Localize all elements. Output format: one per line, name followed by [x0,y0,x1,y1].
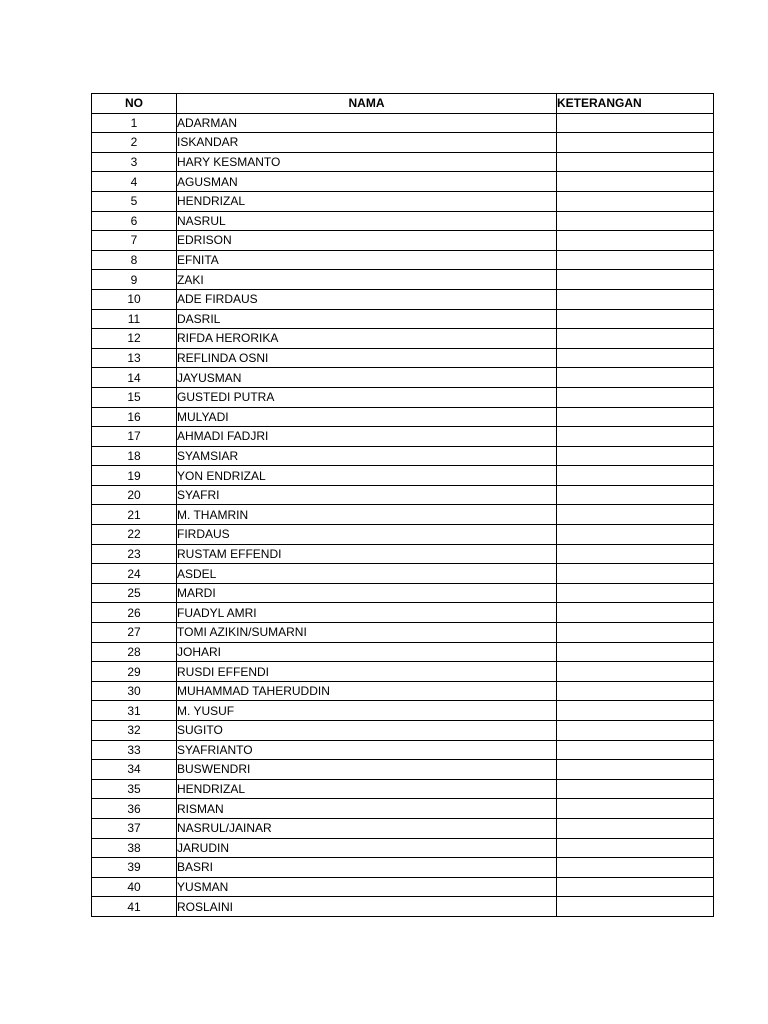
document-page [91,93,713,917]
row-number: 10 [92,289,177,309]
row-keterangan [557,250,714,270]
row-number: 18 [92,446,177,466]
row-number: 11 [92,309,177,329]
row-keterangan [557,897,714,917]
row-name: RUSTAM EFFENDI [177,544,557,564]
row-keterangan [557,642,714,662]
row-number: 31 [92,701,177,721]
row-keterangan [557,818,714,838]
row-keterangan [557,191,714,211]
row-name: HENDRIZAL [177,779,557,799]
row-number: 4 [92,172,177,192]
row-keterangan [557,407,714,427]
header-keterangan: KETERANGAN [557,94,714,114]
row-number: 6 [92,211,177,231]
row-name: DASRIL [177,309,557,329]
row-name: AHMADI FADJRI [177,427,557,447]
row-number: 30 [92,681,177,701]
row-name: MARDI [177,583,557,603]
row-keterangan [557,662,714,682]
row-number: 37 [92,818,177,838]
row-keterangan [557,329,714,349]
row-number: 7 [92,231,177,251]
row-number: 22 [92,525,177,545]
row-number: 23 [92,544,177,564]
row-number: 8 [92,250,177,270]
row-keterangan [557,838,714,858]
row-name: ADARMAN [177,113,557,133]
row-keterangan [557,348,714,368]
table-row [92,466,714,486]
row-number: 21 [92,505,177,525]
table-row [92,740,714,760]
row-keterangan [557,231,714,251]
row-name: ASDEL [177,564,557,584]
table-row [92,760,714,780]
row-keterangan [557,877,714,897]
table-row [92,544,714,564]
row-name: SYAFRIANTO [177,740,557,760]
row-number: 20 [92,485,177,505]
table-row [92,485,714,505]
row-number: 5 [92,191,177,211]
row-name: JOHARI [177,642,557,662]
row-keterangan [557,564,714,584]
row-number: 26 [92,603,177,623]
table-row [92,270,714,290]
row-number: 15 [92,387,177,407]
row-name: FUADYL AMRI [177,603,557,623]
row-keterangan [557,387,714,407]
row-name: NASRUL [177,211,557,231]
row-keterangan [557,133,714,153]
row-keterangan [557,544,714,564]
row-number: 35 [92,779,177,799]
row-keterangan [557,309,714,329]
row-number: 27 [92,623,177,643]
row-name: NASRUL/JAINAR [177,818,557,838]
row-keterangan [557,289,714,309]
row-keterangan [557,485,714,505]
row-keterangan [557,721,714,741]
table-row [92,838,714,858]
row-name: ISKANDAR [177,133,557,153]
table-row [92,191,714,211]
row-number: 1 [92,113,177,133]
table-row [92,407,714,427]
row-keterangan [557,368,714,388]
row-keterangan [557,779,714,799]
row-name: AGUSMAN [177,172,557,192]
row-name: YON ENDRIZAL [177,466,557,486]
row-name: ROSLAINI [177,897,557,917]
table-row [92,113,714,133]
row-name: RISMAN [177,799,557,819]
row-number: 39 [92,858,177,878]
row-number: 25 [92,583,177,603]
row-name: JARUDIN [177,838,557,858]
row-number: 14 [92,368,177,388]
row-name: HARY KESMANTO [177,152,557,172]
name-list-table [91,93,714,917]
row-name: MULYADI [177,407,557,427]
row-keterangan [557,701,714,721]
table-row [92,564,714,584]
row-keterangan [557,427,714,447]
table-row [92,329,714,349]
row-number: 33 [92,740,177,760]
row-number: 29 [92,662,177,682]
row-name: SYAMSIAR [177,446,557,466]
table-row [92,348,714,368]
row-number: 24 [92,564,177,584]
row-keterangan [557,525,714,545]
row-number: 19 [92,466,177,486]
table-header-row [92,94,714,114]
row-keterangan [557,583,714,603]
row-name: TOMI AZIKIN/SUMARNI [177,623,557,643]
table-row [92,721,714,741]
table-row [92,427,714,447]
row-name: M. THAMRIN [177,505,557,525]
row-name: BUSWENDRI [177,760,557,780]
row-name: M. YUSUF [177,701,557,721]
row-name: JAYUSMAN [177,368,557,388]
table-row [92,211,714,231]
row-name: RUSDI EFFENDI [177,662,557,682]
row-number: 34 [92,760,177,780]
row-number: 38 [92,838,177,858]
table-row [92,779,714,799]
table-row [92,818,714,838]
row-keterangan [557,211,714,231]
row-number: 17 [92,427,177,447]
row-name: REFLINDA OSNI [177,348,557,368]
row-name: ADE FIRDAUS [177,289,557,309]
row-keterangan [557,760,714,780]
table-row [92,133,714,153]
table-row [92,368,714,388]
table-row [92,309,714,329]
table-row [92,603,714,623]
table-body [92,113,714,916]
row-keterangan [557,172,714,192]
row-number: 28 [92,642,177,662]
table-row [92,681,714,701]
row-name: ZAKI [177,270,557,290]
row-keterangan [557,466,714,486]
table-row [92,642,714,662]
row-number: 13 [92,348,177,368]
row-keterangan [557,623,714,643]
table-row [92,250,714,270]
row-name: YUSMAN [177,877,557,897]
row-keterangan [557,740,714,760]
row-name: BASRI [177,858,557,878]
row-name: HENDRIZAL [177,191,557,211]
row-keterangan [557,446,714,466]
table-row [92,172,714,192]
row-name: EDRISON [177,231,557,251]
table-row [92,583,714,603]
row-keterangan [557,270,714,290]
table-row [92,231,714,251]
table-row [92,701,714,721]
row-number: 41 [92,897,177,917]
row-name: FIRDAUS [177,525,557,545]
row-name: RIFDA HERORIKA [177,329,557,349]
table-row [92,152,714,172]
table-row [92,799,714,819]
row-keterangan [557,799,714,819]
row-keterangan [557,603,714,623]
table-row [92,289,714,309]
row-name: SUGITO [177,721,557,741]
row-name: GUSTEDI PUTRA [177,387,557,407]
row-keterangan [557,113,714,133]
table-row [92,387,714,407]
row-keterangan [557,681,714,701]
row-number: 36 [92,799,177,819]
table-row [92,877,714,897]
row-number: 9 [92,270,177,290]
row-number: 32 [92,721,177,741]
row-name: SYAFRI [177,485,557,505]
row-keterangan [557,505,714,525]
row-keterangan [557,152,714,172]
table-row [92,505,714,525]
header-nama: NAMA [177,94,557,114]
row-name: MUHAMMAD TAHERUDDIN [177,681,557,701]
row-number: 3 [92,152,177,172]
table-row [92,897,714,917]
row-number: 16 [92,407,177,427]
row-keterangan [557,858,714,878]
table-row [92,623,714,643]
table-row [92,662,714,682]
table-row [92,446,714,466]
row-number: 40 [92,877,177,897]
header-no: NO [92,94,177,114]
row-number: 2 [92,133,177,153]
row-name: EFNITA [177,250,557,270]
table-row [92,858,714,878]
table-row [92,525,714,545]
row-number: 12 [92,329,177,349]
